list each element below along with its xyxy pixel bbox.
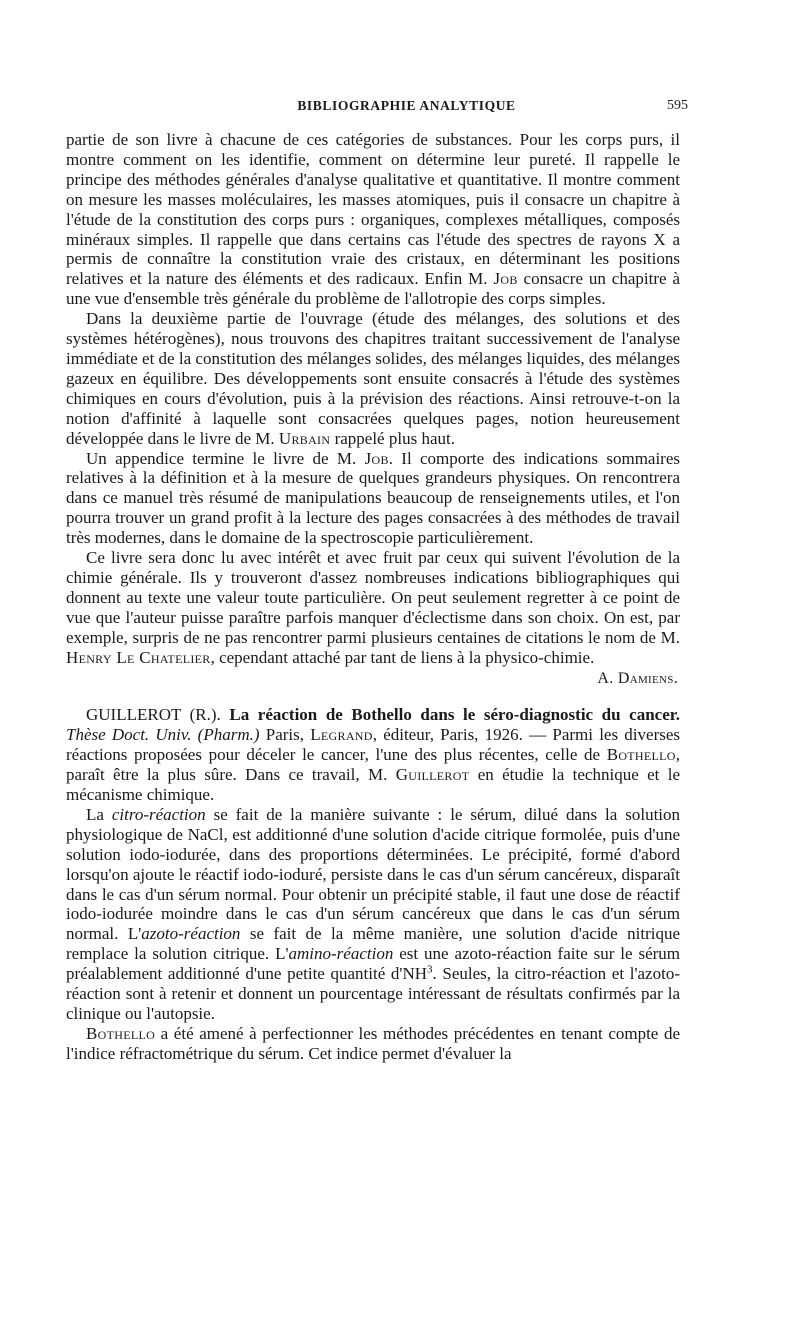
reviewer-signature: A. Damiens.: [597, 670, 678, 688]
author-name: Job: [364, 448, 389, 468]
review1-paragraph-4: Ce livre sera donc lu avec intérêt et avec fruit par ceux qui suivent l'évolution de la chimie générale. Ils y trouveront d'assez nombreuses indications bibliographiques qui donnent au texte une valeur toute particulière. On peut seulement regretter à ce point de vue que l'auteur puisse paraître parfois manquer d'éclectisme dans son choix. On est, par exemple, surpris de ne pas rencontrer parmi plusieurs centaines de citations le nom de M. Henry Le Chatelier, cependant attaché par tant de liens à la physico-chimie.: [66, 548, 680, 667]
review1-paragraph-1: partie de son livre à chacune de ces catégories de substances. Pour les corps purs, il montre comment on les identifie, comment on détermine leur pureté. Il rappelle le principe des méthodes générales d'analyse qualitative et quantitative. Il montre comment on mesure les masses moléculaires, les masses atomiques, puis il consacre un chapitre à l'étude de la constitution des corps purs : organiques, complexes métalliques, composés minéraux simples. Il rappelle que dans certains cas l'étude des spectres de rayons X a permis de connaître la constitution vraie des cristaux, en déterminant les positions relatives et la nature des éléments et des radicaux. Enfin M. Job consacre un chapitre à une vue d'ensemble très générale du problème de l'allotropie des corps simples.: [66, 130, 681, 309]
page-header: [125, 98, 688, 118]
review2-author: GUILLEROT (R.).: [86, 705, 221, 725]
publisher-name: Legrand: [310, 725, 373, 745]
author-name: Job: [493, 269, 518, 289]
review1-paragraph-3: Un appendice termine le livre de M. Job. Il comporte des indications sommaires relatives à la définition et à la mesure de quelques grandeurs physiques. On rencontrera dans ce manuel très résumé de manipulations beaucoup de renseignements utiles, et l'on pourra trouver un grand profit à la lecture des pages consacrées à des méthodes de travail très modernes, dans le domaine de la spectroscopie particulièrement.: [66, 448, 681, 548]
term: amino-réaction: [288, 944, 394, 964]
author-name: Urbain: [278, 428, 331, 448]
author-name: Guillerot: [395, 765, 470, 785]
page-number: 595: [667, 98, 688, 113]
review2-title: La réaction de Bothello dans le séro-diagnostic du cancer.: [229, 705, 680, 725]
review2-thesis: Thèse Doct. Univ. (Pharm.): [66, 725, 260, 745]
review2-paragraph-2: La citro-réaction se fait de la manière suivante : le sérum, dilué dans la solution physiologique de NaCl, est additionné d'une solution d'acide citrique formolée, puis d'une solution iodo-iodurée, dans des proportions déterminées. Le précipité, formé d'abord lorsqu'on ajoute le réactif iodo-ioduré, persiste dans le cas d'un sérum cancéreux, disparaît dans le cas d'un sérum normal. Pour obtenir un précipité stable, il faut une dose de réactif iodo-iodurée moindre dans le cas d'un sérum cancéreux que dans le cas d'un sérum normal. L'azoto-réaction se fait de la même manière, une solution d'acide nitrique remplace la solution citrique. L'amino-réaction est une azoto-réaction faite sur le sérum préalablement additionné d'une petite quantité $d'NH^3$. Seules, la citro-réaction et l'azoto-réaction sont à retenir et donnent un pourcentage intéressant de résultats confirmés par la clinique ou l'autopsie.: [66, 804, 681, 1023]
review1-paragraph-2: Dans la deuxième partie de l'ouvrage (étude des mélanges, des solutions et des systèmes hétérogènes), nous trouvons des chapitres traitant successivement de l'analyse immédiate et de la constitution des mélanges solides, des mélanges liquides, des mélanges gazeux en équilibre. Des développements sont ensuite consacrés à l'étude des systèmes chimiques en cours d'évolution, puis à la prévision des réactions. Ainsi retrouve-t-on la notion d'affinité à laquelle sont consacrées quelques pages, notion heureusement développée dans le livre de M. Urbain rappelé plus haut.: [66, 309, 680, 448]
term: citro-réaction: [111, 804, 206, 824]
author-name: Bothello: [606, 745, 676, 765]
term: azoto-réaction: [141, 924, 241, 944]
page-body: [66, 130, 680, 1064]
author-name: Bothello: [86, 1023, 156, 1043]
review2-entry-heading: GUILLEROT (R.). La réaction de Bothello dans le séro-diagnostic du cancer. Thèse Doct. Univ. (Pharm.) Paris, Legrand, éditeur, Paris, 1926. — Parmi les diverses réactions proposées pour déceler le cancer, l'une des plus récentes, celle de Bothello, paraît être la plus sûre. Dans ce travail, M. Guillerot en étudie la technique et le mécanisme chimique.: [66, 705, 681, 804]
running-head: BIBLIOGRAPHIE ANALYTIQUE: [297, 98, 516, 113]
author-name: Henry Le Chatelier: [66, 647, 211, 667]
review2-paragraph-3: Bothello a été amené à perfectionner les méthodes précédentes en tenant compte de l'indice réfractométrique du sérum. Cet indice permet d'évaluer la: [66, 1023, 680, 1063]
